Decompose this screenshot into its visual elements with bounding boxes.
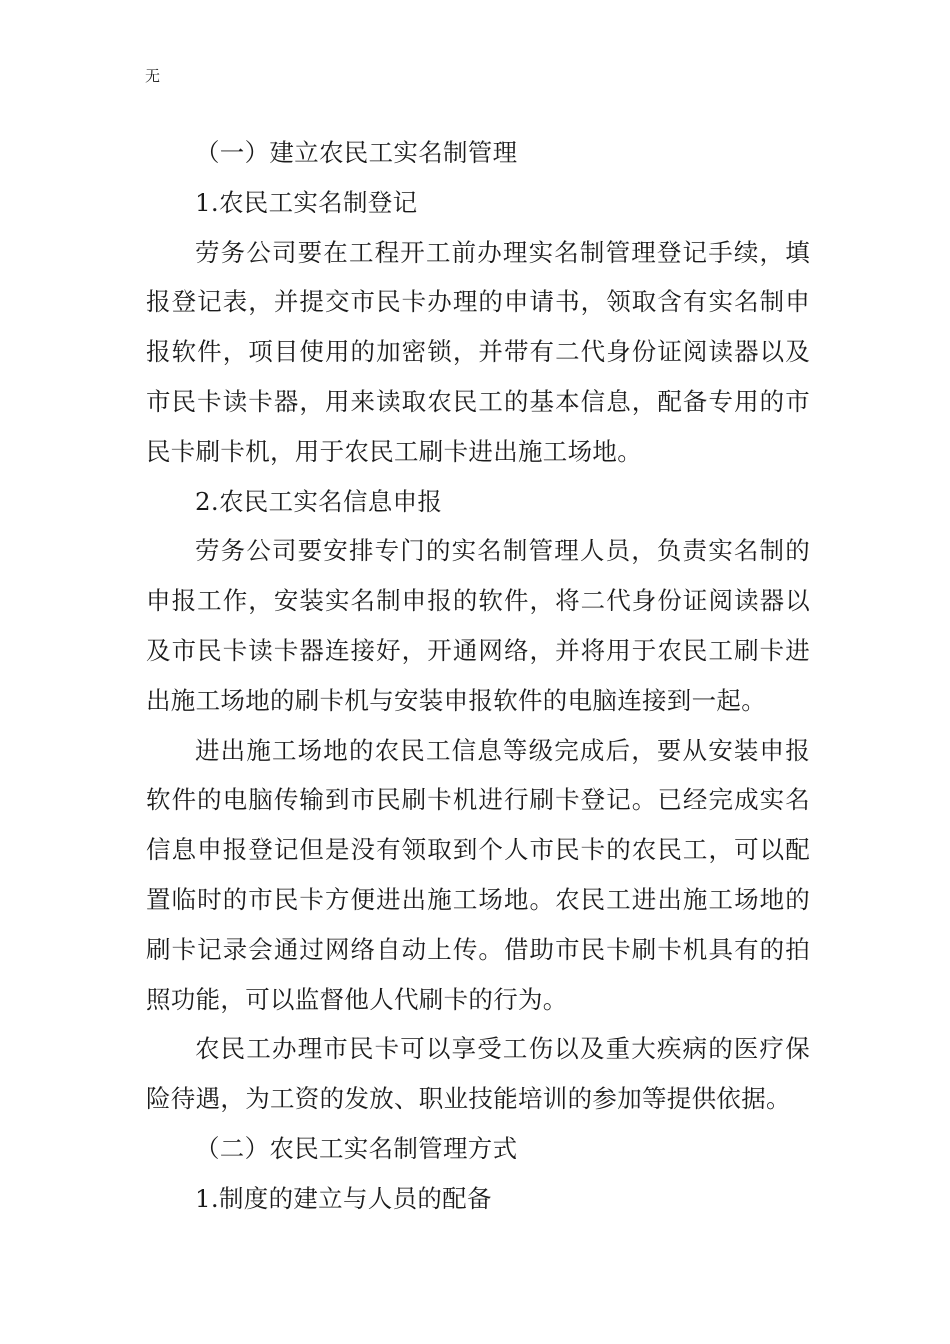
section-heading-1: （一）建立农民工实名制管理 [195,138,518,167]
body-paragraph: 劳务公司要安排专门的实名制管理人员，负责实名制的申报工作，安装实名制申报的软件，将二代身份证阅读器以及市民卡读卡器连接好，开通网络，并将用于农民工刷卡进出施工场地的刷卡机与安装申报软件的电脑连接到一起。 [146,536,810,715]
subsection-heading-1-1: 1.农民工实名制登记 [195,187,418,217]
body-paragraph: 劳务公司要在工程开工前办理实名制管理登记手续，填报登记表，并提交市民卡办理的申请书，领取含有实名制申报软件，项目使用的加密锁，并带有二代身份证阅读器以及市民卡读卡器，用来读取农民工的基本信息，配备专用的市民卡刷卡机，用于农民工刷卡进出施工场地。 [146,237,810,466]
page-header-mark: 无 [145,67,161,85]
subsection-heading-2-1: 1.制度的建立与人员的配备 [195,1183,492,1213]
section-heading-2: （二）农民工实名制管理方式 [195,1133,518,1163]
document-body [146,128,810,1224]
body-paragraph: 进出施工场地的农民工信息等级完成后，要从安装申报软件的电脑传输到市民刷卡机进行刷卡登记。已经完成实名信息申报登记但是没有领取到个人市民卡的农民工，可以配置临时的市民卡方便进出施工场地。农民工进出施工场地的刷卡记录会通过网络自动上传。借助市民卡刷卡机具有的拍照功能，可以监督他人代刷卡的行为。 [146,735,810,1014]
subsection-heading-1-2: 2.农民工实名信息申报 [195,486,443,516]
body-paragraph: 农民工办理市民卡可以享受工伤以及重大疾病的医疗保险待遇，为工资的发放、职业技能培训的参加等提供依据。 [146,1034,810,1114]
